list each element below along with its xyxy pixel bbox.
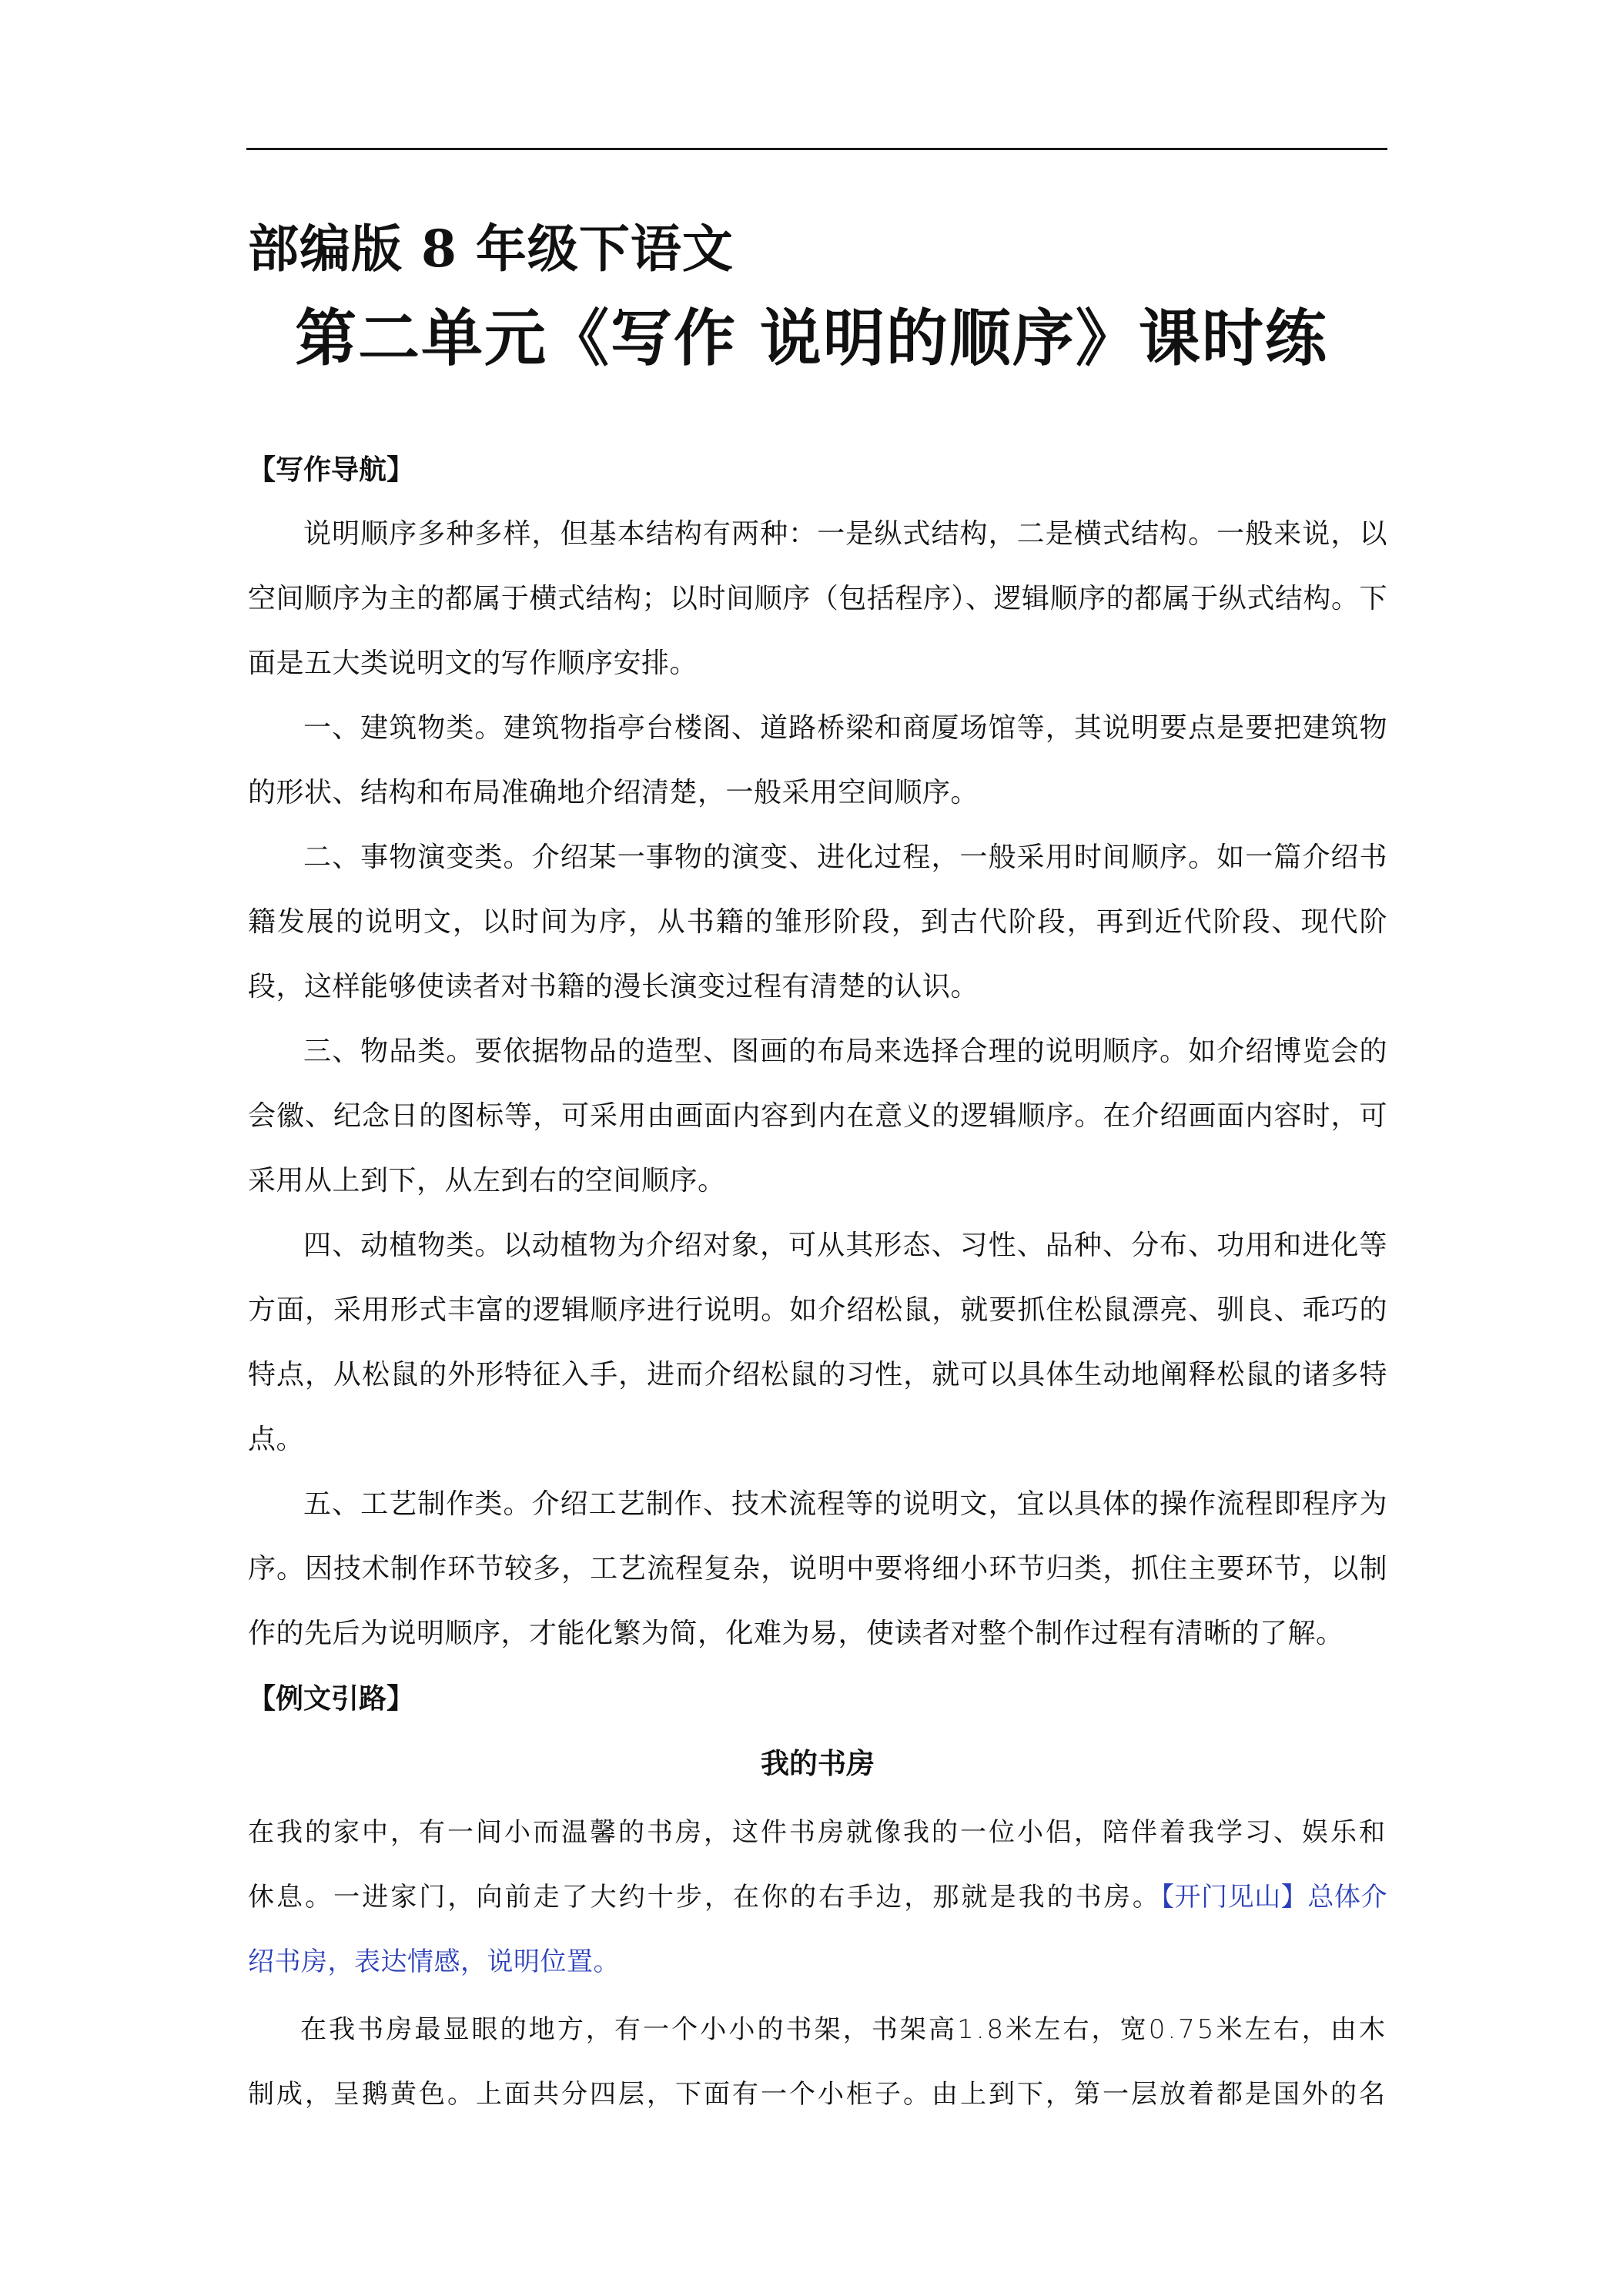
guide-heading: 【写作导航】	[248, 454, 415, 486]
page-title: 第二单元《写作 说明的顺序》课时练	[295, 302, 1328, 374]
guide-paragraph: 说明顺序多种多样，但基本结构有两种：一是纵式结构，二是横式结构。一般来说，以空间顺序为主的都属于横式结构；以时间顺序（包括程序）、逻辑顺序的都属于纵式结构。下面是五大类说明文的写作顺序安排。	[248, 518, 1387, 679]
example-heading: 【例文引路】	[248, 1682, 415, 1715]
subject-title: 部编版 8 年级下语文	[248, 219, 734, 279]
document-body	[248, 437, 1387, 2127]
guide-paragraph: 三、物品类。要依据物品的造型、图画的布局来选择合理的说明顺序。如介绍博览会的会徽、纪念日的图标等，可采用由画面内容到内在意义的逻辑顺序。在介绍画面内容时，可采用从上到下，从左到右的空间顺序。	[248, 1036, 1387, 1197]
guide-paragraph: 五、工艺制作类。介绍工艺制作、技术流程等的说明文，宜以具体的操作流程即程序为序。因技术制作环节较多，工艺流程复杂，说明中要将细小环节归类，抓住主要环节，以制作的先后为说明顺序，才能化繁为简，化难为易，使读者对整个制作过程有清晰的了解。	[248, 1488, 1387, 1649]
essay-annotation: 【开门见山】总体介绍书房，表达情感，说明位置。	[248, 1882, 1387, 1977]
essay-title: 我的书房	[761, 1746, 875, 1780]
essay-paragraph	[248, 1800, 1387, 1994]
guide-paragraph: 二、事物演变类。介绍某一事物的演变、进化过程，一般采用时间顺序。如一篇介绍书籍发展的说明文，以时间为序，从书籍的雏形阶段，到古代阶段，再到近代阶段、现代阶段，这样能够使读者对书籍的漫长演变过程有清楚的认识。	[248, 842, 1387, 1002]
essay-text: 在我的家中，有一间小而温馨的书房，这件书房就像我的一位小侣，陪伴着我学习、娱乐和休息。一进家门，向前走了大约十步，在你的右手边，那就是我的书房。	[248, 1817, 1387, 1913]
guide-paragraph: 一、建筑物类。建筑物指亭台楼阁、道路桥梁和商厦场馆等，其说明要点是要把建筑物的形状、结构和布局准确地介绍清楚，一般采用空间顺序。	[248, 712, 1387, 808]
essay-paragraph: 在我书房最显眼的地方，有一个小小的书架，书架高1.8米左右，宽0.75米左右，由木制成，呈鹅黄色。上面共分四层，下面有一个小柜子。由上到下，第一层放着都是国外的名	[248, 2014, 1387, 2110]
guide-paragraph: 四、动植物类。以动植物为介绍对象，可从其形态、习性、品种、分布、功用和进化等方面，采用形式丰富的逻辑顺序进行说明。如介绍松鼠，就要抓住松鼠漂亮、驯良、乖巧的特点，从松鼠的外形特征入手，进而介绍松鼠的习性，就可以具体生动地阐释松鼠的诸多特点。	[248, 1230, 1387, 1455]
header-rule	[246, 148, 1387, 150]
